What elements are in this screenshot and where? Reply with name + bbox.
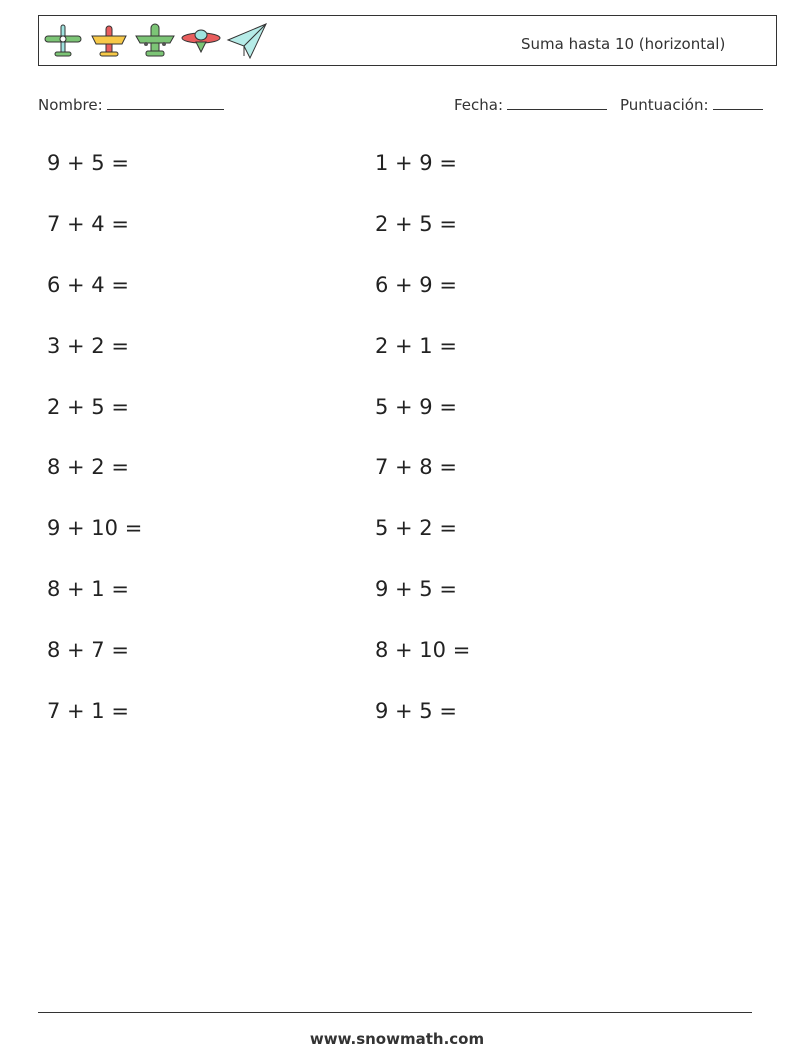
score-blank[interactable] [713,93,763,110]
airplane-icon [134,22,176,60]
airplane-icon [42,22,84,60]
problem-left-2: 7 + 4 = [47,212,129,236]
problem-left-4: 3 + 2 = [47,334,129,358]
date-blank[interactable] [507,93,607,110]
problem-right-5: 5 + 9 = [375,395,457,419]
name-blank[interactable] [107,93,224,110]
name-label: Nombre: [38,96,103,114]
problem-right-1: 1 + 9 = [375,151,457,175]
problem-left-9: 8 + 7 = [47,638,129,662]
problem-right-4: 2 + 1 = [375,334,457,358]
score-label: Puntuación: [620,96,709,114]
airplane-icon [88,22,130,60]
problem-left-8: 8 + 1 = [47,577,129,601]
problem-right-2: 2 + 5 = [375,212,457,236]
problem-right-10: 9 + 5 = [375,699,457,723]
problem-left-6: 8 + 2 = [47,455,129,479]
footer-divider [38,1012,752,1013]
date-label: Fecha: [454,96,504,114]
problem-left-3: 6 + 4 = [47,273,129,297]
footer-url[interactable]: www.snowmath.com [309,1030,485,1048]
airplane-icon [180,22,222,60]
name-field [38,93,224,114]
problem-left-1: 9 + 5 = [47,151,129,175]
score-field [620,93,763,114]
problem-right-7: 5 + 2 = [375,516,457,540]
problem-right-3: 6 + 9 = [375,273,457,297]
date-field [454,93,607,114]
problem-left-7: 9 + 10 = [47,516,143,540]
problem-right-8: 9 + 5 = [375,577,457,601]
problem-right-9: 8 + 10 = [375,638,471,662]
problem-left-5: 2 + 5 = [47,395,129,419]
worksheet-title: Suma hasta 10 (horizontal) [521,35,726,53]
worksheet-header [38,15,777,66]
problem-left-10: 7 + 1 = [47,699,129,723]
paper-plane-icon [226,22,268,60]
icon-strip [42,22,268,60]
problem-right-6: 7 + 8 = [375,455,457,479]
